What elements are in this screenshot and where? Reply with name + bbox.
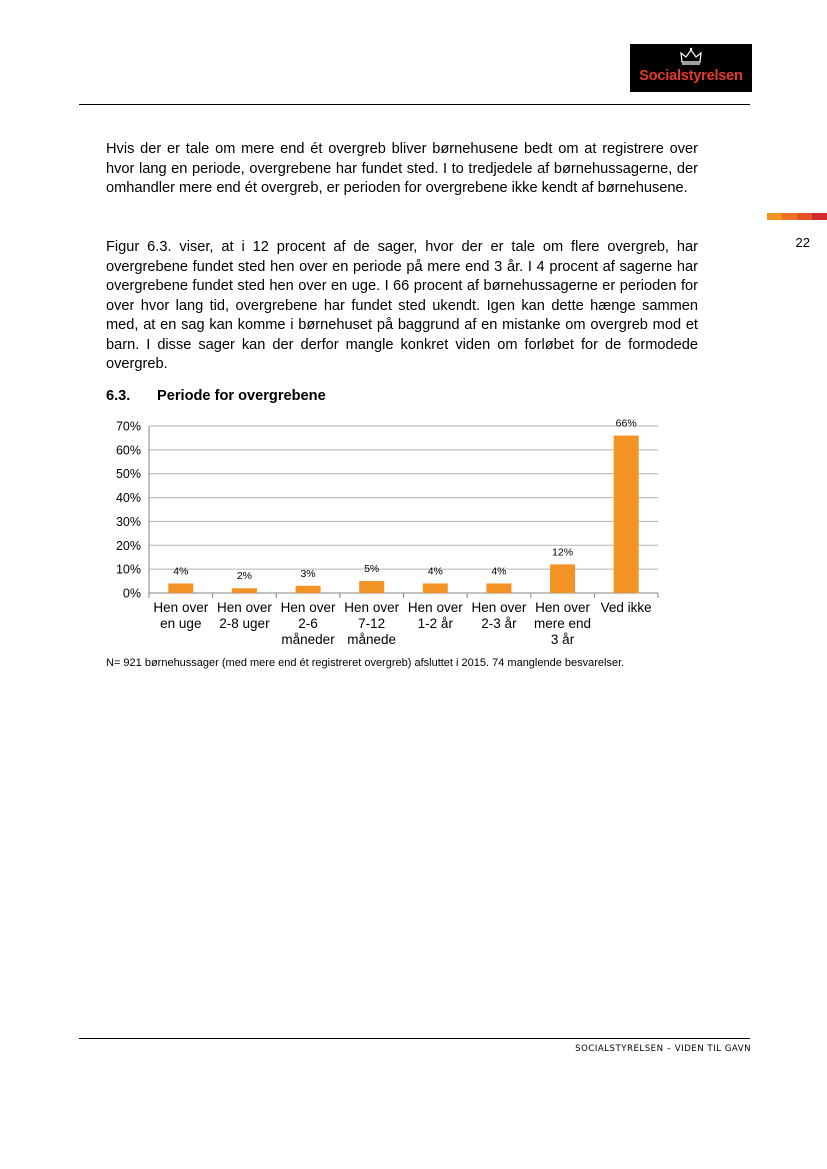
y-tick-label: 30% [115,514,141,529]
stripe [767,213,782,220]
x-category-label: Hen over [344,600,400,615]
x-category-label: Hen over [535,600,590,615]
stripe [812,213,827,220]
x-category-label: en uge [160,616,202,631]
x-category-label: 1-2 år [417,616,453,631]
page-number: 22 [795,235,810,250]
x-category-label: måneder [281,632,335,647]
bar [359,581,384,593]
data-label: 4% [427,565,443,578]
x-category-label: Hen over [217,600,272,615]
data-label: 4% [173,565,189,578]
y-tick-label: 0% [122,586,141,601]
bar [232,588,257,593]
figure-title-text: Periode for overgrebene [157,388,326,404]
figure-title [106,388,326,404]
x-category-label: Hen over [471,600,527,615]
data-label: 5% [364,563,380,576]
logo-text: Socialstyrelsen [639,68,743,84]
bar [168,583,193,593]
figure-number: 6.3. [106,388,131,404]
data-label: 66% [615,417,637,430]
body-paragraph: Hvis der er tale om mere end ét overgreb bliver børnehusene bedt om at registrere over hvor lang en periode, overgrebene har fundet sted. I to tredjedele af børnehussagerne, der omhandler mere end ét overgreb, er perioden for overgrebene ikke kendt af børnehusene. [106,141,698,196]
stripe [782,213,797,220]
y-tick-label: 50% [115,467,141,482]
y-tick-label: 40% [115,491,141,506]
data-label: 12% [552,546,574,559]
x-category-label: mere end [534,616,592,631]
bar [296,586,321,593]
x-category-label: 2-6 [298,616,318,631]
bar [614,436,639,593]
header-rule [79,104,750,105]
crown-icon [630,47,752,67]
x-category-label: 3 år [550,632,575,647]
y-tick-label: 70% [115,419,141,434]
x-category-label: 2-8 uger [219,616,270,631]
y-tick-label: 10% [115,562,141,577]
data-label: 4% [491,565,507,578]
x-category-label: Ved ikke [600,600,652,615]
x-category-label: månede [347,632,397,647]
bar [550,564,575,593]
x-category-label: Hen over [407,600,463,615]
bar [423,583,448,593]
data-label: 3% [300,567,316,580]
side-color-stripes [767,213,827,220]
socialstyrelsen-logo [630,44,752,92]
footer-rule [79,1038,750,1039]
x-category-label: Hen over [153,600,209,615]
bar-chart [90,410,680,655]
y-tick-label: 60% [115,443,141,458]
stripe [797,213,812,220]
body-paragraph: Figur 6.3. viser, at i 12 procent af de sager, hvor der er tale om flere overgreb, har overgrebene fundet sted hen over en periode på mere end 3 år. I 4 procent af sagerne har overgrebene fundet sted hen over en uge. I 66 procent af børnehussagerne er perioden for over hvor lang tid, overgrebene har fundet sted ukendt. Igen kan dette hænge sammen med, at en sag kan komme i børnehuset på baggrund af en mistanke om overgreb mod et barn. I disse sager kan der derfor mangle konkret viden om forløbet for de formodede overgreb. [106,239,698,372]
figure-note: N= 921 børnehussager (med mere end ét registreret overgreb) afsluttet i 2015. 74 manglende besvarelser. [106,657,625,669]
data-label: 2% [236,570,253,583]
bar [486,583,511,593]
y-tick-label: 20% [115,538,141,553]
footer-text: SOCIALSTYRELSEN – VIDEN TIL GAVN [575,1044,751,1054]
x-category-label: 2-3 år [481,616,517,631]
x-category-label: Hen over [280,600,336,615]
x-category-label: 7-12 [358,616,386,631]
